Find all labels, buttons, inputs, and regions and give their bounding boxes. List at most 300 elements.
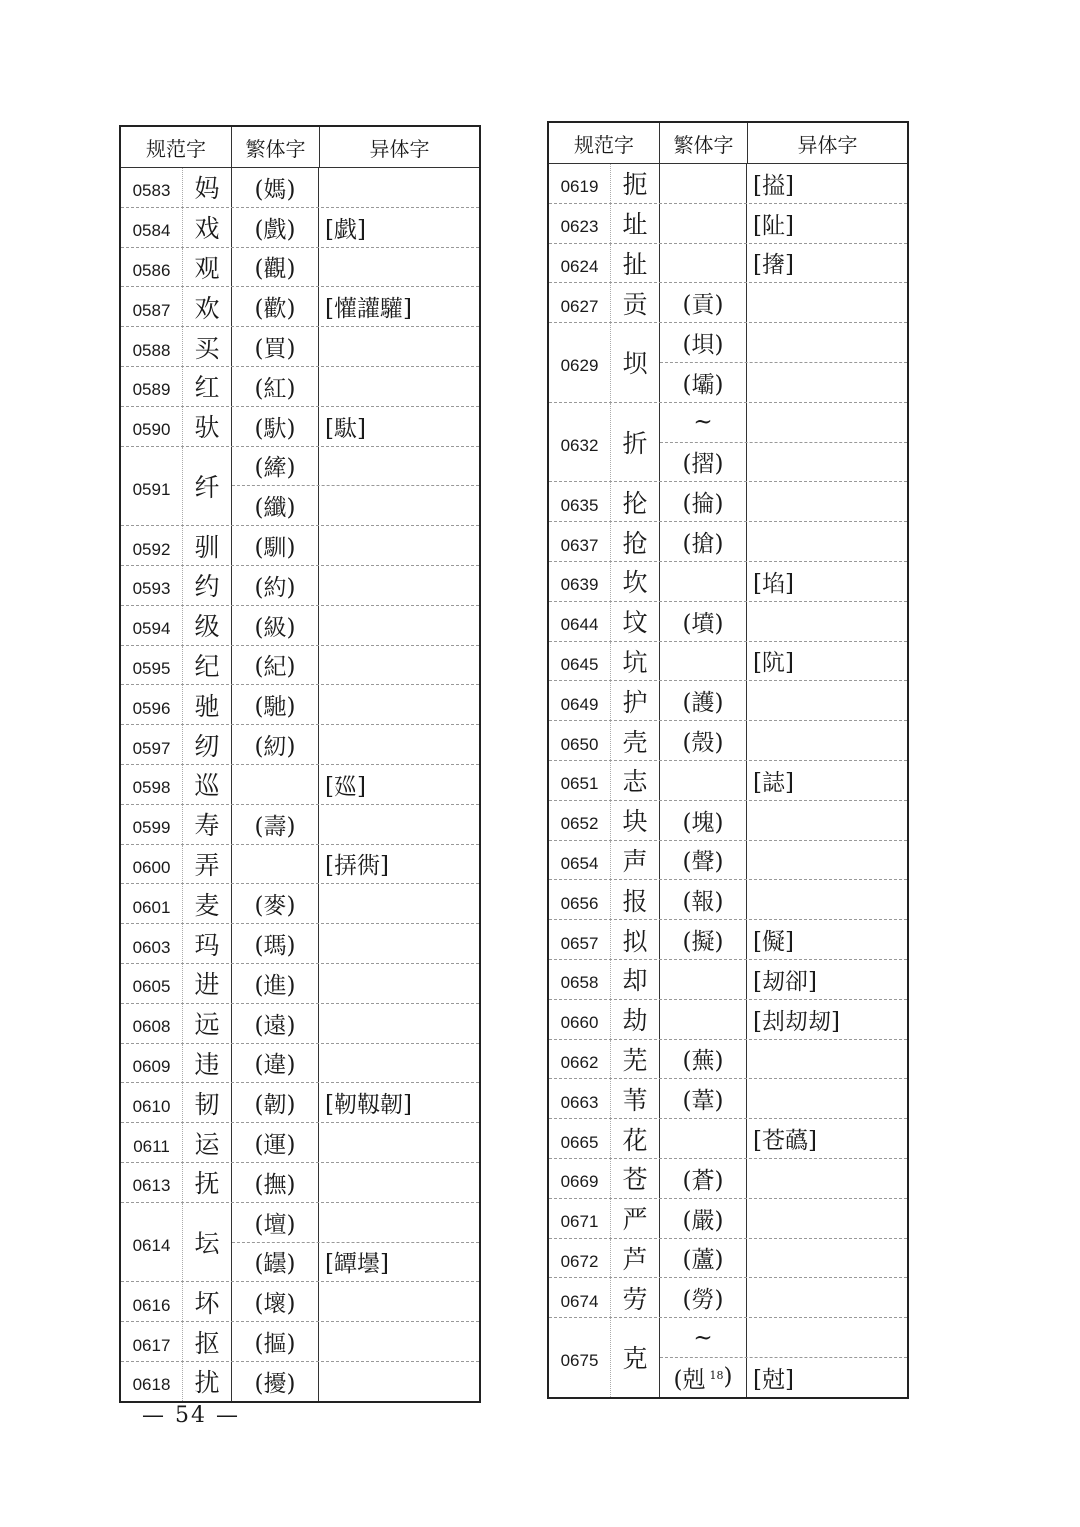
entry-subrow (232, 327, 479, 366)
traditional-char: (蕪) (660, 1040, 747, 1079)
traditional-char: ~ (660, 403, 747, 442)
char-code: 0610 (121, 1083, 183, 1122)
traditional-char: (擾) (232, 1362, 319, 1401)
char-code: 0601 (121, 884, 183, 923)
char-code: 0590 (121, 407, 183, 446)
traditional-char: (掄) (660, 482, 747, 521)
char-code: 0637 (549, 522, 611, 561)
standard-char: 买 (183, 327, 232, 366)
char-code: 0672 (549, 1239, 611, 1278)
variant-chars: [苍蘤] (753, 1128, 817, 1155)
table-row (121, 765, 479, 805)
table-row (549, 1000, 907, 1040)
traditional-char: (馳) (232, 685, 319, 724)
traditional-char: (護) (660, 681, 747, 720)
entry-subrow (660, 1199, 907, 1238)
variant-chars (319, 566, 479, 605)
variant-chars (747, 363, 907, 402)
table-row (549, 880, 907, 920)
variant-chars: [刼卻] (753, 968, 817, 995)
variant-chars (747, 403, 907, 442)
entry-subrow (660, 1000, 907, 1039)
table-row (549, 562, 907, 602)
variant-chars: [靭靱韌] (325, 1092, 412, 1119)
char-code: 0629 (549, 323, 611, 402)
char-code: 0603 (121, 924, 183, 963)
table-row (549, 920, 907, 960)
standard-char: 进 (183, 964, 232, 1003)
char-code: 0658 (549, 960, 611, 999)
standard-char: 扰 (183, 1362, 232, 1401)
standard-char: 驰 (183, 685, 232, 724)
standard-char: 红 (183, 367, 232, 406)
table-row (549, 960, 907, 1000)
table-header (121, 127, 479, 168)
variant-chars (319, 924, 479, 963)
variant-chars: [阬] (753, 650, 794, 677)
traditional-char: (墳) (660, 602, 747, 641)
table-row (121, 1362, 479, 1401)
char-code: 0591 (121, 447, 183, 526)
table-row (549, 1199, 907, 1239)
variant-chars: [儗] (753, 929, 794, 956)
standard-char: 壳 (611, 721, 660, 760)
entry-subrow (660, 323, 907, 363)
traditional-char: (垻) (660, 323, 747, 362)
variant-chars (319, 606, 479, 645)
standard-char: 抡 (611, 482, 660, 521)
traditional-char: (嚴) (660, 1199, 747, 1238)
variant-chars (319, 884, 479, 923)
header-traditional: 繁体字 (660, 123, 748, 163)
standard-char: 纤 (183, 447, 232, 526)
standard-char: 报 (611, 880, 660, 919)
entry-subrow (232, 765, 479, 804)
table-row (121, 964, 479, 1004)
entry-subrow (660, 1358, 907, 1397)
standard-char: 贡 (611, 283, 660, 322)
table-row (121, 725, 479, 765)
standard-char: 巡 (183, 765, 232, 804)
variant-chars (747, 323, 907, 362)
char-code: 0613 (121, 1163, 183, 1202)
variant-chars (747, 482, 907, 521)
char-code: 0624 (549, 244, 611, 283)
header-traditional: 繁体字 (232, 127, 320, 167)
char-code: 0583 (121, 168, 183, 207)
traditional-char: (擬) (660, 920, 747, 959)
entry-subrow (232, 407, 479, 446)
traditional-char: (壇) (232, 1203, 319, 1242)
traditional-char (660, 164, 747, 203)
entry-subrow (232, 646, 479, 685)
standard-char: 声 (611, 841, 660, 880)
table-row (549, 801, 907, 841)
char-code: 0649 (549, 681, 611, 720)
variant-chars (747, 1278, 907, 1317)
table-row (549, 721, 907, 761)
char-code: 0644 (549, 602, 611, 641)
standard-char: 抢 (611, 522, 660, 561)
traditional-char: (勞) (660, 1278, 747, 1317)
traditional-char: (葦) (660, 1079, 747, 1118)
standard-char: 苇 (611, 1079, 660, 1118)
entry-subrow (660, 244, 907, 283)
table-header (549, 123, 907, 164)
traditional-char: (纖) (232, 486, 319, 525)
traditional-char (660, 1119, 747, 1158)
variant-chars (319, 646, 479, 685)
char-code: 0635 (549, 482, 611, 521)
variant-chars: [埳] (753, 570, 794, 597)
variant-chars (319, 964, 479, 1003)
table-row (121, 805, 479, 845)
standard-char: 址 (611, 204, 660, 243)
char-code: 0674 (549, 1278, 611, 1317)
table-row (549, 841, 907, 881)
entry-subrow (660, 363, 907, 402)
standard-char: 花 (611, 1119, 660, 1158)
table-row (549, 403, 907, 483)
table-row (121, 1004, 479, 1044)
char-code: 0598 (121, 765, 183, 804)
char-code: 0595 (121, 646, 183, 685)
variant-chars: [撦] (753, 252, 794, 279)
variant-chars: [搤] (753, 172, 794, 199)
entry-subrow (232, 1282, 479, 1321)
standard-char: 弄 (183, 845, 232, 884)
standard-char: 坏 (183, 1282, 232, 1321)
char-code: 0619 (549, 164, 611, 203)
char-code: 0616 (121, 1282, 183, 1321)
entry-subrow (232, 805, 479, 844)
traditional-char: (媽) (232, 168, 319, 207)
char-code: 0632 (549, 403, 611, 482)
variant-chars (747, 522, 907, 561)
header-variant: 异体字 (797, 132, 858, 157)
standard-char: 麦 (183, 884, 232, 923)
entry-subrow (232, 1123, 479, 1162)
table-row (549, 1040, 907, 1080)
table-row (121, 248, 479, 288)
table-row (121, 1123, 479, 1163)
standard-char: 扯 (611, 244, 660, 283)
entry-subrow (660, 1040, 907, 1079)
entry-subrow (660, 721, 907, 760)
standard-char: 韧 (183, 1083, 232, 1122)
table-row (549, 681, 907, 721)
table-row (121, 208, 479, 248)
char-code: 0671 (549, 1199, 611, 1238)
standard-char: 妈 (183, 168, 232, 207)
char-code: 0584 (121, 208, 183, 247)
variant-chars: [戯] (325, 216, 366, 243)
entry-subrow (660, 522, 907, 561)
entry-subrow (660, 1318, 907, 1358)
footnote-marker: 18 (709, 1368, 724, 1382)
table-row (121, 407, 479, 447)
header-variant: 异体字 (369, 136, 430, 161)
header-standard: 规范字 (121, 127, 232, 167)
table-row (549, 323, 907, 403)
traditional-char: (韌) (232, 1083, 319, 1122)
traditional-char: (歡) (232, 287, 319, 326)
entry-subrow (660, 761, 907, 800)
char-code: 0599 (121, 805, 183, 844)
traditional-char: (紉) (232, 725, 319, 764)
table-row (121, 685, 479, 725)
variant-chars (747, 1159, 907, 1198)
char-code: 0663 (549, 1079, 611, 1118)
variant-chars (319, 526, 479, 565)
char-code: 0639 (549, 562, 611, 601)
variant-chars (319, 248, 479, 287)
traditional-char: (運) (232, 1123, 319, 1162)
variant-chars (319, 367, 479, 406)
standard-char: 志 (611, 761, 660, 800)
entry-subrow (660, 1159, 907, 1198)
entry-subrow (232, 845, 479, 884)
entry-subrow (232, 248, 479, 287)
table-row (549, 1318, 907, 1397)
entry-subrow (232, 447, 479, 487)
traditional-char: (戲) (232, 208, 319, 247)
traditional-char: (蒼) (660, 1159, 747, 1198)
traditional-char: (殼) (660, 721, 747, 760)
variant-chars (319, 168, 479, 207)
table-row (121, 327, 479, 367)
variant-chars (747, 880, 907, 919)
standard-char: 芜 (611, 1040, 660, 1079)
traditional-char: (摺) (660, 443, 747, 482)
table-row (121, 1282, 479, 1322)
variant-chars: [懽讙驩] (325, 296, 412, 323)
char-code: 0597 (121, 725, 183, 764)
entry-subrow (232, 1083, 479, 1122)
table-row (549, 164, 907, 204)
char-code: 0675 (549, 1318, 611, 1397)
variant-chars: [挵衖] (325, 853, 389, 880)
standard-char: 芦 (611, 1239, 660, 1278)
char-code: 0650 (549, 721, 611, 760)
entry-subrow (232, 367, 479, 406)
variant-chars (319, 1282, 479, 1321)
traditional-char (660, 1000, 747, 1039)
entry-subrow (660, 920, 907, 959)
traditional-char: (馱) (232, 407, 319, 446)
char-code: 0608 (121, 1004, 183, 1043)
traditional-char (660, 960, 747, 999)
table-row (549, 602, 907, 642)
table-row (121, 526, 479, 566)
char-code: 0588 (121, 327, 183, 366)
standard-char: 寿 (183, 805, 232, 844)
variant-chars: [阯] (753, 212, 794, 239)
char-code: 0654 (549, 841, 611, 880)
entry-subrow (232, 486, 479, 525)
table-row (549, 761, 907, 801)
right-character-table (547, 121, 909, 1399)
char-code: 0623 (549, 204, 611, 243)
entry-subrow (660, 1079, 907, 1118)
variant-chars (319, 1203, 479, 1242)
standard-char: 块 (611, 801, 660, 840)
traditional-char (660, 642, 747, 681)
char-code: 0657 (549, 920, 611, 959)
table-row (121, 168, 479, 208)
traditional-char: (紅) (232, 367, 319, 406)
traditional-char: (麥) (232, 884, 319, 923)
variant-chars (747, 602, 907, 641)
entry-subrow (660, 960, 907, 999)
standard-char: 折 (611, 403, 660, 482)
table-row (549, 1278, 907, 1318)
standard-char: 纫 (183, 725, 232, 764)
traditional-char: (馴) (232, 526, 319, 565)
standard-char: 坝 (611, 323, 660, 402)
traditional-char: (違) (232, 1044, 319, 1083)
table-row (549, 522, 907, 562)
table-row (121, 1083, 479, 1123)
entry-subrow (232, 884, 479, 923)
standard-char: 坎 (611, 562, 660, 601)
variant-chars (319, 725, 479, 764)
char-code: 0593 (121, 566, 183, 605)
standard-char: 级 (183, 606, 232, 645)
entry-subrow (232, 725, 479, 764)
table-row (121, 1044, 479, 1084)
standard-char: 欢 (183, 287, 232, 326)
traditional-char: (蘆) (660, 1239, 747, 1278)
entry-subrow (232, 526, 479, 565)
standard-char: 劫 (611, 1000, 660, 1039)
variant-chars: [刦刧刼] (753, 1008, 840, 1035)
table-row (121, 566, 479, 606)
standard-char: 玛 (183, 924, 232, 963)
entry-subrow (660, 482, 907, 521)
traditional-char (232, 845, 319, 884)
table-row (549, 642, 907, 682)
char-code: 0605 (121, 964, 183, 1003)
variant-chars (319, 1044, 479, 1083)
variant-chars (319, 327, 479, 366)
traditional-char: (剋 $^{18}$ ) (660, 1358, 747, 1397)
standard-char: 苍 (611, 1159, 660, 1198)
char-code: 0665 (549, 1119, 611, 1158)
traditional-char: (塊) (660, 801, 747, 840)
entry-subrow (232, 1203, 479, 1243)
variant-chars (747, 721, 907, 760)
entry-subrow (660, 880, 907, 919)
char-code: 0609 (121, 1044, 183, 1083)
traditional-char (660, 761, 747, 800)
variant-chars (319, 486, 479, 525)
traditional-char: (約) (232, 566, 319, 605)
char-code: 0662 (549, 1040, 611, 1079)
table-row (121, 646, 479, 686)
entry-subrow (660, 403, 907, 443)
entry-subrow (660, 642, 907, 681)
table-row (549, 244, 907, 284)
variant-chars (319, 1123, 479, 1162)
char-code: 0611 (121, 1123, 183, 1162)
variant-chars (319, 1004, 479, 1043)
traditional-char: (縴) (232, 447, 319, 486)
table-row (549, 1159, 907, 1199)
entry-subrow (660, 1278, 907, 1317)
table-row (121, 367, 479, 407)
standard-char: 纪 (183, 646, 232, 685)
standard-char: 抚 (183, 1163, 232, 1202)
variant-chars (319, 805, 479, 844)
traditional-char: (摳) (232, 1322, 319, 1361)
table-row (121, 287, 479, 327)
table-row (549, 1239, 907, 1279)
variant-chars: [駄] (325, 415, 366, 442)
variant-chars (747, 1040, 907, 1079)
table-row (121, 1203, 479, 1283)
traditional-char: (遠) (232, 1004, 319, 1043)
entry-subrow (660, 1239, 907, 1278)
standard-char: 抠 (183, 1322, 232, 1361)
standard-char: 扼 (611, 164, 660, 203)
char-code: 0618 (121, 1362, 183, 1401)
traditional-char: (貢) (660, 283, 747, 322)
table-row (121, 845, 479, 885)
char-code: 0645 (549, 642, 611, 681)
standard-char: 克 (611, 1318, 660, 1397)
standard-char: 劳 (611, 1278, 660, 1317)
traditional-char: ~ (660, 1318, 747, 1357)
entry-subrow (232, 1362, 479, 1401)
variant-chars: [廵] (325, 773, 366, 800)
entry-subrow (660, 562, 907, 601)
entry-subrow (660, 801, 907, 840)
table-row (549, 204, 907, 244)
traditional-char (660, 244, 747, 283)
entry-subrow (660, 164, 907, 203)
traditional-char: (撫) (232, 1163, 319, 1202)
char-code: 0652 (549, 801, 611, 840)
entry-subrow (232, 1163, 479, 1202)
standard-char: 却 (611, 960, 660, 999)
traditional-char (660, 204, 747, 243)
char-code: 0660 (549, 1000, 611, 1039)
variant-chars (319, 1163, 479, 1202)
traditional-char: (級) (232, 606, 319, 645)
left-character-table (119, 125, 481, 1403)
entry-subrow (232, 1004, 479, 1043)
entry-subrow (232, 566, 479, 605)
traditional-char (660, 562, 747, 601)
table-row (121, 606, 479, 646)
variant-chars (747, 443, 907, 482)
standard-char: 运 (183, 1123, 232, 1162)
table-row (549, 482, 907, 522)
standard-char: 严 (611, 1199, 660, 1238)
traditional-char: (罎) (232, 1243, 319, 1282)
char-code: 0627 (549, 283, 611, 322)
traditional-char: (買) (232, 327, 319, 366)
char-code: 0586 (121, 248, 183, 287)
table-body (549, 164, 907, 1397)
char-code: 0592 (121, 526, 183, 565)
char-code: 0589 (121, 367, 183, 406)
entry-subrow (660, 681, 907, 720)
standard-char: 约 (183, 566, 232, 605)
entry-subrow (232, 606, 479, 645)
traditional-char (232, 765, 319, 804)
